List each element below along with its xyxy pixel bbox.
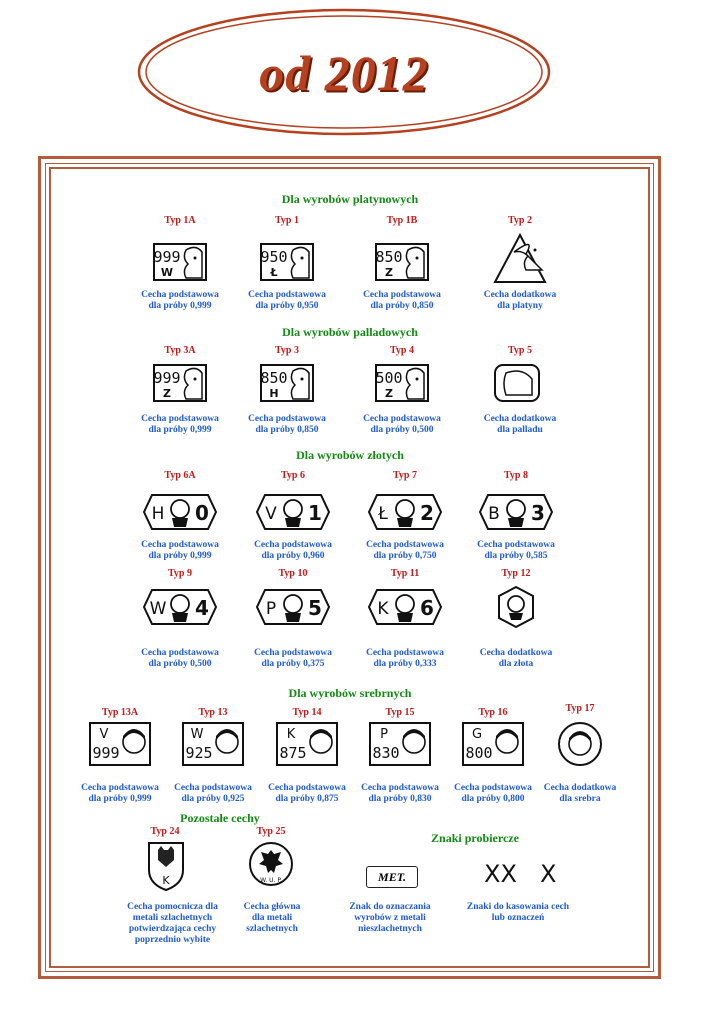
mark-caption: Cecha podstawowa dla próby 0,375 <box>254 648 332 669</box>
section-silver: Dla wyrobów srebrnych <box>288 686 412 700</box>
type-label: Typ 1A <box>164 215 196 226</box>
mark-caption: Cecha podstawowa dla próby 0,830 <box>361 783 439 804</box>
knight-hallmark-icon <box>367 587 443 627</box>
lady-hallmark-icon <box>548 720 612 768</box>
bull-hallmark-icon <box>152 361 208 405</box>
type-label: Typ 13A <box>101 707 139 718</box>
bull-hallmark-icon <box>259 361 315 405</box>
shield-hallmark-icon <box>146 840 186 892</box>
svg-text:800: 800 <box>465 744 493 762</box>
knight-hallmark-icon <box>478 585 554 629</box>
horse-hallmark-icon <box>259 240 315 284</box>
mark-caption: Cecha dodatkowa dla srebra <box>543 783 617 804</box>
bull-hallmark-icon <box>492 361 542 405</box>
mark-caption: Cecha podstawowa dla próby 0,999 <box>141 414 219 435</box>
caption-type-25: Cecha główna dla metali szlachetnych <box>243 902 301 934</box>
mark-caption: Cecha podstawowa dla próby 0,333 <box>366 648 444 669</box>
svg-text:Z: Z <box>385 387 393 400</box>
svg-text:B: B <box>488 504 500 524</box>
mark-caption: Cecha dodatkowa dla złota <box>479 648 553 669</box>
mark-caption: Cecha podstawowa dla próby 0,750 <box>366 540 444 561</box>
lady-hallmark-icon <box>368 720 432 768</box>
type-label: Typ 1 <box>275 215 299 226</box>
type-label: Typ 17 <box>565 703 595 714</box>
caption-met: Znak do oznaczania wyrobów z metali nieszlachetnych <box>349 902 431 934</box>
svg-text:3: 3 <box>531 501 545 525</box>
type-label: Typ 6 <box>281 470 305 481</box>
type-label: Typ 7 <box>393 470 417 481</box>
type-label: Typ 25 <box>256 826 286 837</box>
svg-text:950: 950 <box>260 248 288 266</box>
lady-hallmark-icon <box>461 720 525 768</box>
mark-caption: Cecha podstawowa dla próby 0,500 <box>363 414 441 435</box>
svg-text:500: 500 <box>375 369 403 387</box>
mark-caption: Cecha dodatkowa dla palladu <box>483 414 557 435</box>
mark-caption: Cecha podstawowa dla próby 0,850 <box>248 414 326 435</box>
type-label: Typ 24 <box>150 826 180 837</box>
type-label: Typ 6A <box>164 470 196 481</box>
svg-text:P: P <box>265 599 277 619</box>
section-palladium: Dla wyrobów palladowych <box>282 325 418 339</box>
bull-hallmark-icon <box>374 361 430 405</box>
svg-text:875: 875 <box>279 744 307 762</box>
horse-hallmark-icon <box>152 240 208 284</box>
mark-caption: Cecha podstawowa dla próby 0,585 <box>477 540 555 561</box>
section-assay: Znaki probiercze <box>431 831 519 845</box>
mark-caption: Cecha podstawowa dla próby 0,999 <box>141 290 219 311</box>
svg-text:999: 999 <box>92 744 120 762</box>
mark-caption: Cecha podstawowa dla próby 0,999 <box>141 540 219 561</box>
mark-caption: Cecha podstawowa dla próby 0,850 <box>363 290 441 311</box>
svg-text:Z: Z <box>385 266 393 279</box>
horse-hallmark-icon <box>492 232 548 288</box>
type-label: Typ 1B <box>386 215 418 226</box>
lady-hallmark-icon <box>88 720 152 768</box>
svg-text:999: 999 <box>153 248 181 266</box>
page-title: od 2012 <box>259 45 429 101</box>
section-gold: Dla wyrobów złotych <box>296 448 404 462</box>
section-other: Pozostałe cechy <box>180 811 260 825</box>
svg-text:G: G <box>471 727 483 742</box>
svg-text:W: W <box>160 266 174 279</box>
type-label: Typ 16 <box>478 707 508 718</box>
met-mark: MET. <box>366 866 418 888</box>
knight-hallmark-icon <box>255 492 331 532</box>
horse-hallmark-icon <box>374 240 430 284</box>
mark-caption: Cecha podstawowa dla próby 0,999 <box>81 783 159 804</box>
type-label: Typ 4 <box>390 345 414 356</box>
svg-text:5: 5 <box>308 596 322 620</box>
svg-text:850: 850 <box>260 369 288 387</box>
type-label: Typ 12 <box>501 568 531 579</box>
type-label: Typ 11 <box>390 568 420 579</box>
svg-text:Z: Z <box>163 387 171 400</box>
svg-text:V: V <box>99 727 109 742</box>
knight-hallmark-icon <box>255 587 331 627</box>
mark-caption: Cecha podstawowa dla próby 0,500 <box>141 648 219 669</box>
mark-caption: Cecha podstawowa dla próby 0,960 <box>254 540 332 561</box>
cross-icon: Ⅹ <box>540 860 557 888</box>
svg-text:Ł: Ł <box>378 504 388 524</box>
svg-text:P: P <box>380 727 388 742</box>
type-label: Typ 10 <box>278 568 308 579</box>
type-label: Typ 14 <box>292 707 322 718</box>
mark-caption: Cecha podstawowa dla próby 0,925 <box>174 783 252 804</box>
svg-text:850: 850 <box>375 248 403 266</box>
svg-text:1: 1 <box>308 501 322 525</box>
svg-text:K: K <box>286 727 296 742</box>
svg-text:K: K <box>377 599 389 619</box>
type-label: Typ 3A <box>164 345 196 356</box>
svg-text:H: H <box>269 387 279 400</box>
eagle-hallmark-icon <box>247 840 295 888</box>
mark-caption: Cecha podstawowa dla próby 0,875 <box>268 783 346 804</box>
mark-caption: Cecha dodatkowa dla platyny <box>483 290 557 311</box>
type-label: Typ 9 <box>168 568 192 579</box>
type-label: Typ 8 <box>504 470 528 481</box>
svg-text:W: W <box>149 599 167 619</box>
svg-text:999: 999 <box>153 369 181 387</box>
knight-hallmark-icon <box>478 492 554 532</box>
knight-hallmark-icon <box>142 492 218 532</box>
type-label: Typ 15 <box>385 707 415 718</box>
svg-text:Ł: Ł <box>270 266 278 279</box>
double-cross-icon: ⅩⅩ <box>484 860 517 888</box>
type-label: Typ 13 <box>198 707 228 718</box>
section-platinum: Dla wyrobów platynowych <box>281 192 419 206</box>
svg-text:4: 4 <box>195 596 209 620</box>
type-label: Typ 5 <box>508 345 532 356</box>
svg-text:6: 6 <box>420 596 434 620</box>
content-frame <box>38 156 661 979</box>
knight-hallmark-icon <box>367 492 443 532</box>
type-label: Typ 2 <box>508 215 532 226</box>
mark-caption: Cecha podstawowa dla próby 0,950 <box>248 290 326 311</box>
knight-hallmark-icon <box>142 587 218 627</box>
svg-text:2: 2 <box>420 501 434 525</box>
svg-text:V: V <box>265 504 277 524</box>
caption-cancel: Znaki do kasowania cech lub oznaczeń <box>466 902 570 923</box>
caption-type-24: Cecha pomocnicza dla metali szlachetnych potwierdzająca cechy poprzednio wybite <box>127 902 218 945</box>
svg-text:830: 830 <box>372 744 400 762</box>
svg-text:H: H <box>151 504 165 524</box>
lady-hallmark-icon <box>181 720 245 768</box>
svg-text:925: 925 <box>185 744 213 762</box>
mark-caption: Cecha podstawowa dla próby 0,800 <box>454 783 532 804</box>
lady-hallmark-icon <box>275 720 339 768</box>
svg-text:W: W <box>190 727 204 742</box>
type-label: Typ 3 <box>275 345 299 356</box>
svg-text:0: 0 <box>195 501 209 525</box>
svg-text:W. U. P.: W. U. P. <box>260 877 282 884</box>
svg-text:K: K <box>162 874 170 887</box>
